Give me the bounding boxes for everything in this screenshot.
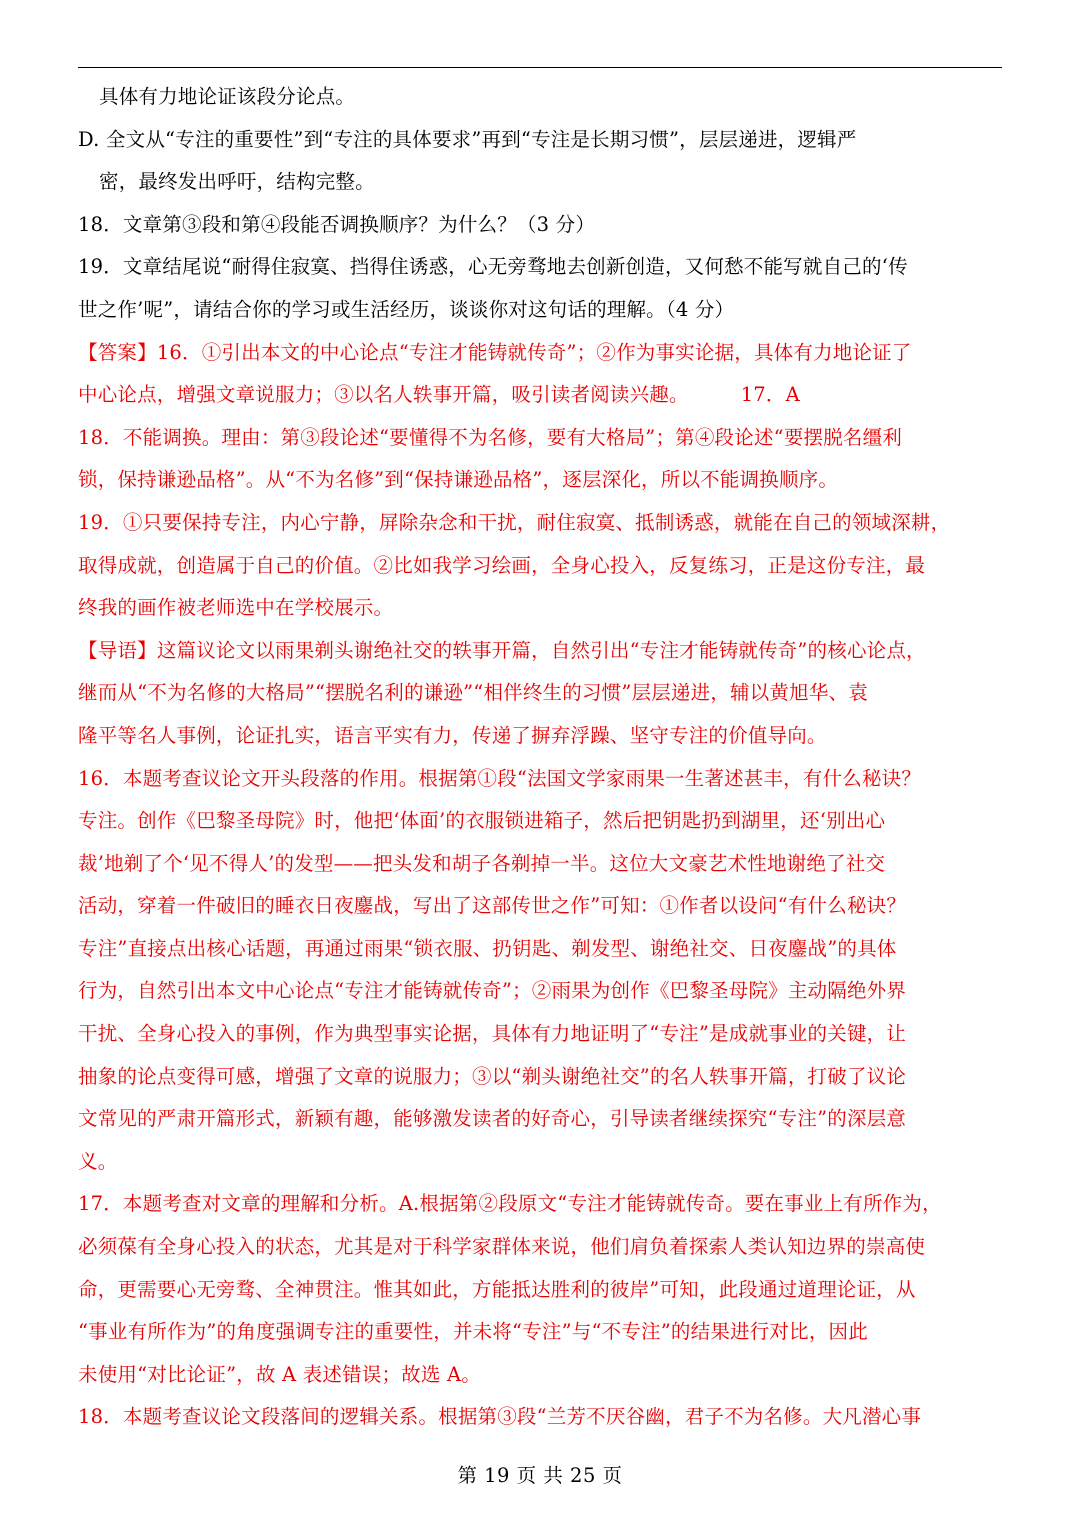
answer-19-line-1: 19．①只要保持专注，内心宁静，屏除杂念和干扰，耐住寂寞、抵制诱惑，就能在自己的领域深耕， [78,510,951,534]
option-d-line-1: D. 全文从“专注的重要性”到“专注的具体要求”再到“专注是长期习惯”，层层递进，逻辑严 [78,127,857,151]
analysis-17-line-3: 命，更需要心无旁骛、全神贯注。惟其如此，方能抵达胜利的彼岸”可知，此段通过道理论证，从 [78,1277,916,1301]
answer-17: 17．A [740,383,800,407]
analysis-16-line-2: 专注。创作《巴黎圣母院》时，他把‘体面’的衣服锁进箱子，然后把钥匙扔到湖里，还‘别出心 [78,809,886,833]
answer-19-line-3: 终我的画作被老师选中在学校展示。 [78,596,394,620]
analysis-16-line-1: 16．本题考查议论文开头段落的作用。根据第①段“法国文学家雨果一生著述甚丰，有什么秘诀？ [78,766,922,790]
analysis-16-line-3: 裁’地剃了个‘见不得人’的发型——把头发和胡子各剃掉一半。这位大文豪艺术性地谢绝了社交 [78,851,886,875]
analysis-17-line-5: 未使用“对比论证”，故 A 表述错误；故选 A。 [78,1362,481,1386]
analysis-16-line-5: 专注”直接点出核心话题，再通过雨果“锁衣服、扔钥匙、剃发型、谢绝社交、日夜鏖战”的具体 [78,936,897,960]
option-d-line-2: 密，最终发出呼吁，结构完整。 [99,170,375,194]
analysis-16-line-10: 义。 [78,1149,118,1173]
question-18: 18．文章第③段和第④段能否调换顺序？为什么？（3 分） [78,212,596,236]
option-c-continuation: 具体有力地论证该段分论点。 [99,85,356,108]
analysis-18-line-1: 18．本题考查议论文段落间的逻辑关系。根据第③段“兰芳不厌谷幽，君子不为名修。大凡潜心事 [78,1405,922,1429]
question-19-line-1: 19．文章结尾说“耐得住寂寞、挡得住诱惑，心无旁骛地去创新创造，又何愁不能写就自己的‘传 [78,255,908,279]
guide-line-3: 隆平等名人事例，论证扎实，语言平实有力，传递了摒弃浮躁、坚守专注的价值导向。 [78,723,827,747]
header-rule [78,67,1002,68]
document-body [78,76,1002,1439]
answer-18-line-1: 18．不能调换。理由：第③段论述“要懂得不为名修，要有大格局”；第④段论述“要摆脱名缰利 [78,425,903,449]
analysis-17-line-4: “事业有所作为”的角度强调专注的重要性，并未将“专注”与“不专注”的结果进行对比，因此 [78,1320,868,1344]
guide-tag: 【导语】 [78,638,157,662]
question-19-line-2: 世之作’呢”，请结合你的学习或生活经历，谈谈你对这句话的理解。（4 分） [78,297,735,321]
answer-18-line-2: 锁，保持谦逊品格”。从“不为名修”到“保持谦逊品格”，逐层深化，所以不能调换顺序。 [78,468,839,492]
answer-16-line-1: 【答案】16．①引出本文的中心论点“专注才能铸就传奇”；②作为事实论据，具体有力地论证了 [78,340,912,364]
analysis-16-line-6: 行为，自然引出本文中心论点“专注才能铸就传奇”；②雨果为创作《巴黎圣母院》主动隔绝外界 [78,979,907,1003]
page-footer: 第 19 页 共 25 页 [457,1464,623,1487]
analysis-17-line-1: 17．本题考查对文章的理解和分析。A.根据第②段原文“专注才能铸就传奇。要在事业上有所作为， [78,1192,942,1216]
analysis-16-line-4: 活动，穿着一件破旧的睡衣日夜鏖战，写出了这部传世之作”可知：①作者以设问“有什么秘诀？ [78,894,907,918]
guide-line-1: 【导语】这篇议论文以雨果剃头谢绝社交的轶事开篇，自然引出“专注才能铸就传奇”的核心论点， [78,638,926,662]
guide-line-2: 继而从“不为名修的大格局”“摆脱名利的谦逊”“相伴终生的习惯”层层递进，辅以黄旭华、袁 [78,681,868,705]
analysis-16-line-7: 干扰、全身心投入的事例，作为典型事实论据，具体有力地证明了“专注”是成就事业的关键，让 [78,1022,907,1046]
analysis-16-line-8: 抽象的论点变得可感，增强了文章的说服力；③以“剃头谢绝社交”的名人轶事开篇，打破了议论 [78,1064,907,1088]
answer-16-line-2: 中心论点，增强文章说服力；③以名人轶事开篇，吸引读者阅读兴趣。 17．A [78,383,800,407]
analysis-17-line-2: 必须葆有全身心投入的状态，尤其是对于科学家群体来说，他们肩负着探索人类认知边界的崇高使 [78,1235,926,1259]
answer-tag: 【答案】 [78,340,157,364]
analysis-16-line-9: 文常见的严肃开篇形式，新颖有趣，能够激发读者的好奇心，引导读者继续探究“专注”的深层意 [78,1107,907,1131]
answer-19-line-2: 取得成就，创造属于自己的价值。②比如我学习绘画，全身心投入，反复练习，正是这份专注，最 [78,553,926,577]
